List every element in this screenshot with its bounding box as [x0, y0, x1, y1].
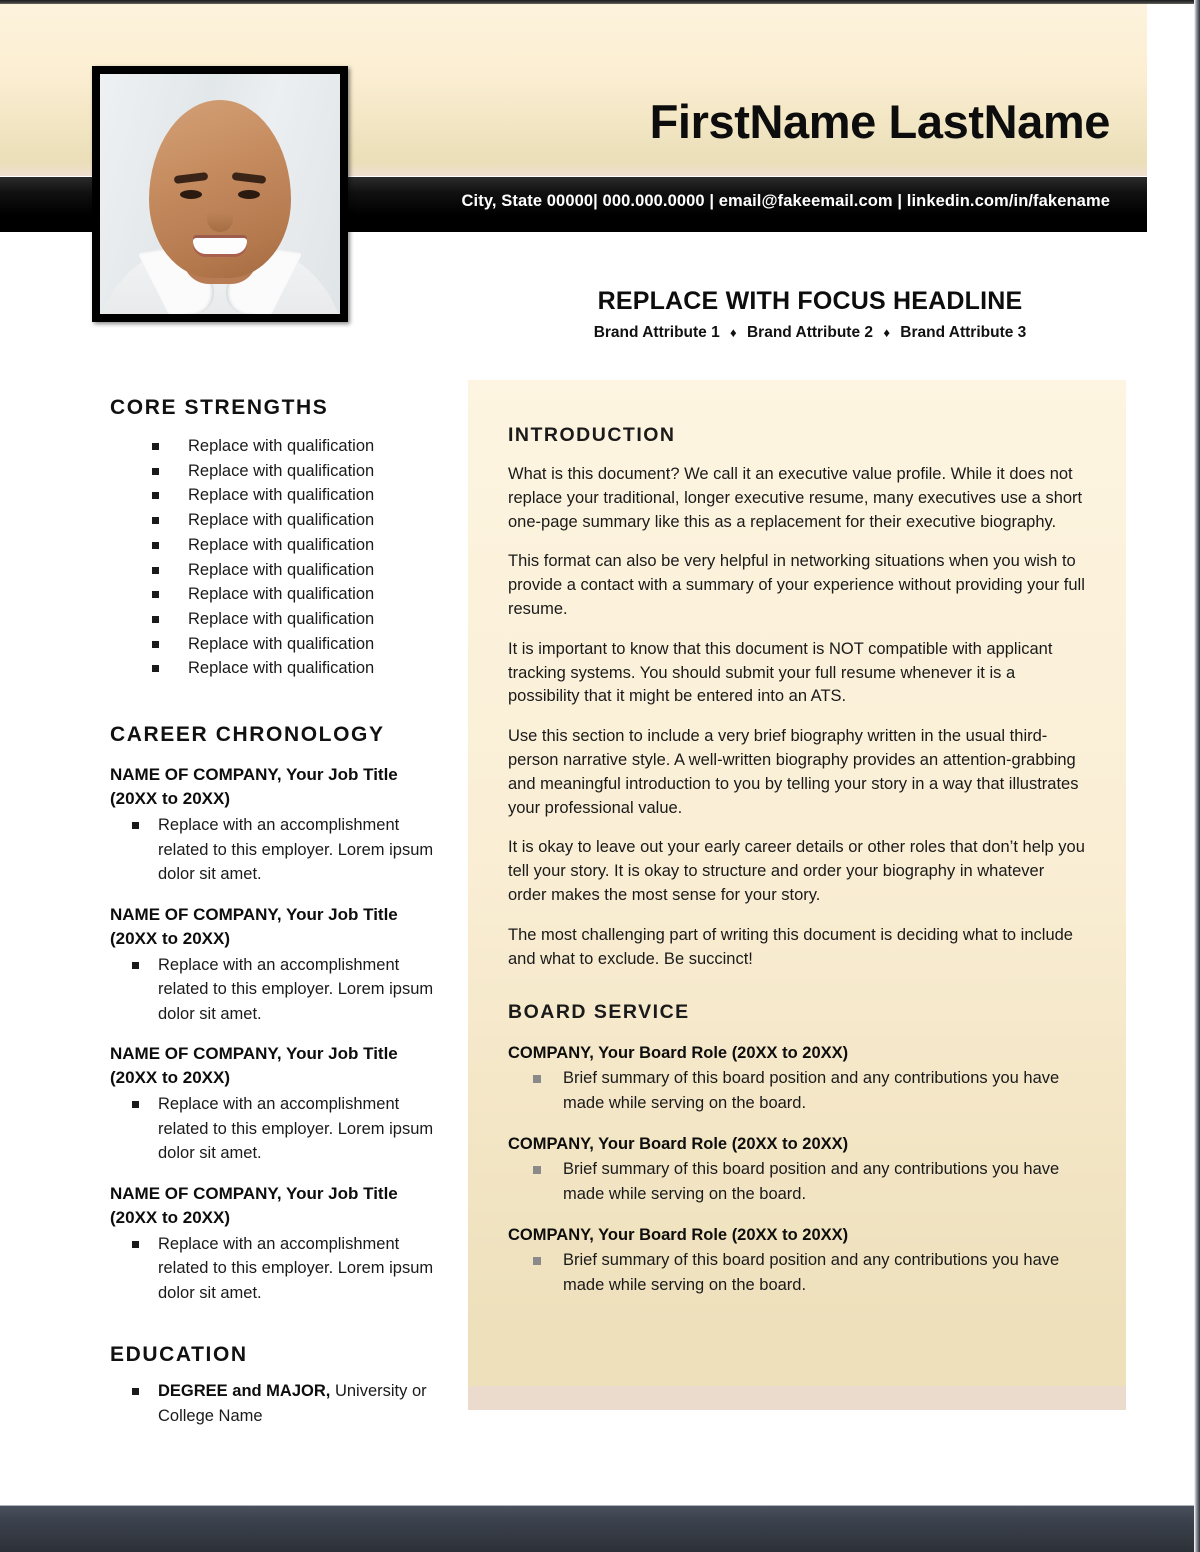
board-bullet-list [508, 1066, 1086, 1115]
list-item [110, 1379, 440, 1428]
section-heading-core-strengths: CORE STRENGTHS [110, 396, 329, 419]
school-name: University or College Name [158, 1382, 427, 1425]
header-band-margin [1147, 4, 1194, 176]
focus-headline: REPLACE WITH FOCUS HEADLINE [597, 287, 1023, 315]
brand-attributes [500, 324, 1120, 342]
list-item: Brief summary of this board position and any contributions you have made while serving on the board. [508, 1066, 1086, 1115]
list-item: Replace with an accomplishment related to this employer. Lorem ipsum dolor sit amet. [110, 813, 440, 887]
intro-paragraph: Use this section to include a very brief biography written in the usual third-person narrative style. A well-written biography provides an attention-grabbing and meaningful introduction to you by telling your story in a way that illustrates your professional value. [508, 727, 1079, 817]
headshot-photo-icon [100, 74, 340, 314]
board-bullet-list [508, 1157, 1086, 1206]
list-item: Replace with an accomplishment related to this employer. Lorem ipsum dolor sit amet. [110, 1092, 440, 1166]
job-bullet-list [110, 953, 440, 1027]
page-title: FirstName LastName [649, 95, 1110, 148]
section-heading-career-chronology: CAREER CHRONOLOGY [110, 723, 385, 747]
page-right-edge [1194, 0, 1200, 1552]
job-title: NAME OF COMPANY, Your Job Title (20XX to 20XX) [110, 904, 398, 948]
job-bullet-list [110, 1092, 440, 1166]
list-item: Brief summary of this board position and any contributions you have made while serving on the board. [508, 1248, 1086, 1297]
section-heading-board-service: BOARD SERVICE [508, 1001, 690, 1024]
diamond-icon: ♦ [883, 325, 890, 340]
diamond-icon: ♦ [730, 325, 737, 340]
job-title: NAME OF COMPANY, Your Job Title (20XX to 20XX) [110, 1044, 398, 1088]
career-entry [110, 763, 440, 887]
list-item: Replace with an accomplishment related to this employer. Lorem ipsum dolor sit amet. [110, 953, 440, 1027]
board-bullet-list [508, 1248, 1086, 1297]
board-role: COMPANY, Your Board Role (20XX to 20XX) [508, 1135, 849, 1154]
list-item: Replace with qualification [110, 656, 440, 681]
avatar [92, 66, 348, 322]
right-column [508, 424, 1086, 1297]
photo-eye-right [238, 190, 260, 199]
list-item: Replace with qualification [110, 508, 440, 533]
list-item: Replace with an accomplishment related to this employer. Lorem ipsum dolor sit amet. [110, 1232, 440, 1306]
photo-eye-left [180, 190, 202, 199]
list-item: Replace with qualification [110, 607, 440, 632]
content-panel-footer [468, 1386, 1126, 1410]
core-strengths-list [110, 434, 440, 681]
job-title: NAME OF COMPANY, Your Job Title (20XX to 20XX) [110, 765, 398, 809]
job-bullet-list [110, 813, 440, 887]
list-item: Replace with qualification [110, 434, 440, 459]
section-heading-introduction: INTRODUCTION [508, 424, 676, 446]
board-entry [508, 1133, 1086, 1206]
photo-mouth [193, 238, 247, 254]
list-item: Brief summary of this board position and any contributions you have made while serving on the board. [508, 1157, 1086, 1206]
brand-attribute-3: Brand Attribute 3 [900, 324, 1027, 341]
career-entry [110, 1042, 440, 1166]
list-item: Replace with qualification [110, 533, 440, 558]
intro-paragraph: The most challenging part of writing this document is deciding what to include and what to exclude. Be succinct! [508, 925, 1073, 968]
brand-attribute-1: Brand Attribute 1 [593, 324, 720, 341]
degree-major: DEGREE and MAJOR, [158, 1382, 331, 1401]
intro-paragraph: It is important to know that this document is NOT compatible with applicant tracking systems. You should submit your full resume whenever it is a possibility that it might be entered into an ATS. [508, 639, 1053, 706]
list-item: Replace with qualification [110, 483, 440, 508]
job-bullet-list [110, 1232, 440, 1306]
intro-paragraph: What is this document? We call it an executive value profile. While it does not replace your traditional, longer executive resume, many executives use a short one-page summary like this as a replacement for their executive biography. [508, 465, 1083, 531]
intro-paragraph: This format can also be very helpful in networking situations when you wish to provide a contact with a summary of your experience without providing your full resume. [508, 552, 1085, 618]
contact-info: City, State 00000| 000.000.0000 | email@fakeemail.com | linkedin.com/in/fakename [461, 192, 1110, 210]
list-item: Replace with qualification [110, 582, 440, 607]
board-role: COMPANY, Your Board Role (20XX to 20XX) [508, 1044, 849, 1063]
contact-bar-margin [1147, 177, 1194, 232]
brand-attribute-2: Brand Attribute 2 [746, 324, 873, 341]
section-heading-education: EDUCATION [110, 1343, 248, 1367]
board-entry [508, 1042, 1086, 1115]
job-title: NAME OF COMPANY, Your Job Title (20XX to 20XX) [110, 1183, 398, 1227]
photo-nose [207, 202, 233, 232]
list-item: Replace with qualification [110, 632, 440, 657]
list-item: Replace with qualification [110, 558, 440, 583]
left-column [110, 396, 440, 1428]
intro-paragraph: It is okay to leave out your early career details or other roles that don’t help you tell your story. It is okay to structure and order your biography in whatever order makes the most sense for your story. [508, 838, 1085, 904]
list-item: Replace with qualification [110, 459, 440, 484]
career-entry [110, 903, 440, 1027]
career-entry [110, 1182, 440, 1306]
board-entry [508, 1224, 1086, 1297]
education-list [110, 1379, 440, 1428]
page-footer-bar [0, 1505, 1194, 1552]
board-role: COMPANY, Your Board Role (20XX to 20XX) [508, 1226, 849, 1245]
